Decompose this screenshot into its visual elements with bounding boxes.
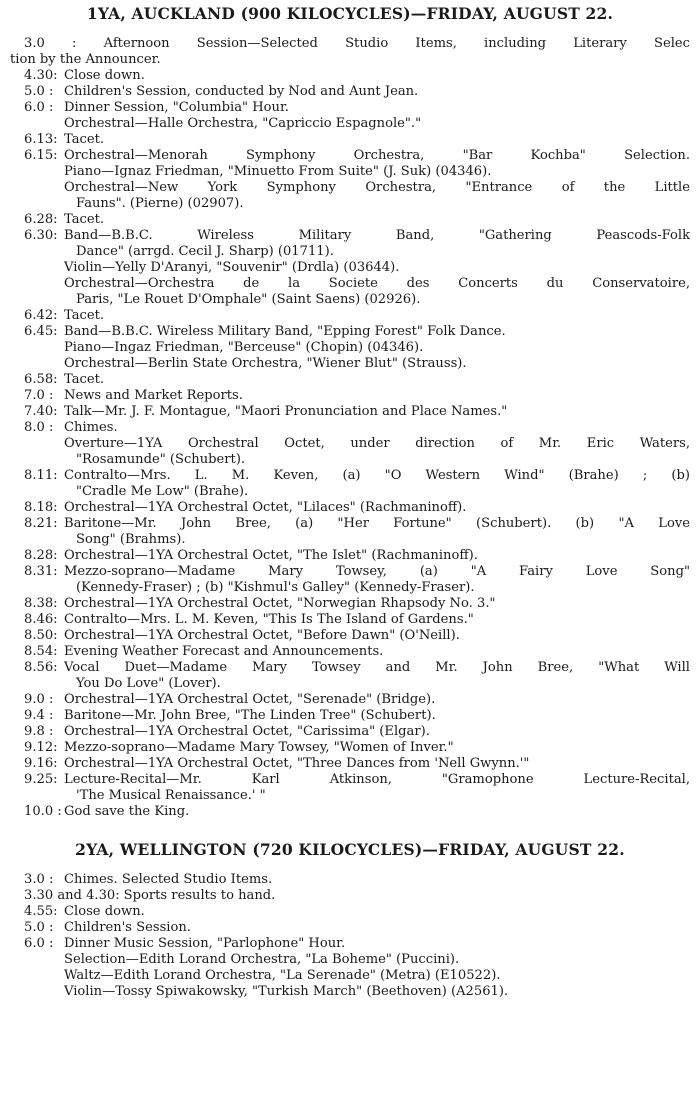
entry-text-line: Overture—1YA Orchestral Octet, under direction of Mr. Eric Waters, bbox=[64, 436, 690, 451]
entry-time: 6.15: bbox=[24, 148, 58, 163]
schedule-entry bbox=[10, 548, 690, 564]
schedule-entry bbox=[10, 324, 690, 372]
schedule-entry bbox=[10, 904, 690, 920]
entry-body bbox=[64, 404, 690, 420]
entry-text-line: 'The Musical Renaissance.' " bbox=[76, 788, 266, 803]
entry-text-line: Tacet. bbox=[64, 372, 105, 387]
entry-time: 8.56: bbox=[24, 660, 58, 675]
entry-text-line: Children's Session. bbox=[64, 920, 191, 935]
entry-text-line: Dinner Music Session, "Parlophone" Hour. bbox=[64, 936, 346, 951]
schedule-entry bbox=[10, 888, 690, 904]
entry-body bbox=[64, 612, 690, 628]
entry-time: 9.16: bbox=[24, 756, 58, 771]
entry-time: 6.45: bbox=[24, 324, 58, 339]
entry-time: 9.25: bbox=[24, 772, 58, 787]
schedule-entry bbox=[10, 628, 690, 644]
entry-text-line: Orchestral—Halle Orchestra, "Capriccio Espagnole"." bbox=[64, 116, 422, 131]
entry-text-line: Tacet. bbox=[64, 132, 105, 147]
entry-text-line: Close down. bbox=[64, 68, 145, 83]
entry-text-line: Song" (Brahms). bbox=[76, 532, 186, 547]
schedule-entry bbox=[10, 740, 690, 756]
entry-text-line: Mezzo-soprano—Madame Mary Towsey, "Women of Inver." bbox=[64, 740, 454, 755]
entry-text-line: Orchestral—1YA Orchestral Octet, "Before Dawn" (O'Neill). bbox=[64, 628, 460, 643]
schedule-entry bbox=[10, 516, 690, 548]
entry-body bbox=[64, 468, 690, 500]
entry-body bbox=[64, 564, 690, 596]
entry-time: 3.30 and 4.30: bbox=[24, 888, 120, 903]
entry-time: 4.55: bbox=[24, 904, 58, 919]
entry-body bbox=[64, 132, 690, 148]
entry-body bbox=[64, 644, 690, 660]
station-1ya-heading: 1YA, AUCKLAND (900 KILOCYCLES)—FRIDAY, AUGUST 22. bbox=[86, 4, 614, 23]
entry-time: 8.38: bbox=[24, 596, 58, 611]
entry-text-line: Mezzo-soprano—Madame Mary Towsey, (a) "A Fairy Love Song" bbox=[64, 564, 690, 579]
entry-body bbox=[64, 100, 690, 132]
entry-text-line: Baritone—Mr. John Bree, "The Linden Tree" (Schubert). bbox=[64, 708, 436, 723]
entry-body bbox=[64, 516, 690, 548]
entry-text-line: Orchestral—1YA Orchestral Octet, "The Islet" (Rachmaninoff). bbox=[64, 548, 478, 563]
entry-body bbox=[64, 708, 690, 724]
entry-time: 6.58: bbox=[24, 372, 58, 387]
schedule-entry bbox=[10, 132, 690, 148]
schedule-entry bbox=[10, 148, 690, 212]
schedule-entry bbox=[10, 68, 690, 84]
entry-text-line: Vocal Duet—Madame Mary Towsey and Mr. John Bree, "What Will bbox=[64, 660, 690, 675]
entry-text-line: Orchestral—1YA Orchestral Octet, "Lilaces" (Rachmaninoff). bbox=[64, 500, 467, 515]
entry-text-line: You Do Love" (Lover). bbox=[76, 676, 221, 691]
entry-body bbox=[64, 596, 690, 612]
schedule-entry bbox=[10, 372, 690, 388]
entry-body bbox=[64, 500, 690, 516]
entry-text-line: Fauns". (Pierne) (02907). bbox=[76, 196, 244, 211]
schedule-entry bbox=[10, 596, 690, 612]
entry-body bbox=[64, 324, 690, 372]
schedule-entry bbox=[10, 468, 690, 500]
entry-body bbox=[64, 660, 690, 692]
entry-time: 7.0 : bbox=[24, 388, 54, 403]
entry-time: 6.28: bbox=[24, 212, 58, 227]
entry-1ya-3-0 bbox=[10, 36, 690, 68]
schedule-entry bbox=[10, 920, 690, 936]
entry-time: 9.12: bbox=[24, 740, 58, 755]
schedule-entry bbox=[10, 388, 690, 404]
entry-body bbox=[64, 628, 690, 644]
entry-text-line: Piano—Ignaz Friedman, "Minuetto From Suite" (J. Suk) (04346). bbox=[64, 164, 492, 179]
schedule-entry bbox=[10, 756, 690, 772]
schedule-entry bbox=[10, 612, 690, 628]
entry-text-line: Chimes. bbox=[64, 420, 118, 435]
entry-text-line: God save the King. bbox=[64, 804, 190, 819]
schedule-entry bbox=[10, 872, 690, 888]
entry-text-line: Violin—Yelly D'Aranyi, "Souvenir" (Drdla) (03644). bbox=[64, 260, 400, 275]
entry-body bbox=[64, 548, 690, 564]
schedule-entry bbox=[10, 212, 690, 228]
entry-time: 7.40: bbox=[24, 404, 58, 419]
schedule-entry bbox=[10, 100, 690, 132]
entry-text-line: Band—B.B.C. Wireless Military Band, "Gathering Peascods-Folk bbox=[64, 228, 690, 243]
entry-text-line: Lecture-Recital—Mr. Karl Atkinson, "Gramophone Lecture-Recital, bbox=[64, 772, 690, 787]
schedule-entry bbox=[10, 804, 690, 820]
entry-text-line: Violin—Tossy Spiwakowsky, "Turkish March" (Beethoven) (A2561). bbox=[64, 984, 509, 999]
entry-time: 8.28: bbox=[24, 548, 58, 563]
entry-body bbox=[64, 308, 690, 324]
entry-text-line: Orchestral—1YA Orchestral Octet, "Norwegian Rhapsody No. 3." bbox=[64, 596, 496, 611]
entry-body bbox=[64, 692, 690, 708]
entry-text-line: Close down. bbox=[64, 904, 145, 919]
schedule-entry bbox=[10, 564, 690, 596]
entry-time: 9.0 : bbox=[24, 692, 54, 707]
entry-text-line: "Cradle Me Low" (Brahe). bbox=[76, 484, 249, 499]
entry-body bbox=[64, 740, 690, 756]
entry-time: 10.0 : bbox=[24, 804, 62, 819]
entry-body bbox=[64, 872, 690, 888]
entry-body bbox=[64, 68, 690, 84]
entry-text-line: Chimes. Selected Studio Items. bbox=[64, 872, 273, 887]
entry-body bbox=[64, 772, 690, 804]
schedule-entry bbox=[10, 84, 690, 100]
entry-text-line: Sports results to hand. bbox=[123, 888, 276, 903]
entry-time: 5.0 : bbox=[24, 84, 54, 99]
entry-text-line: Waltz—Edith Lorand Orchestra, "La Serenade" (Metra) (E10522). bbox=[64, 968, 501, 983]
entry-time: 9.4 : bbox=[24, 708, 54, 723]
entry-text-line: Orchestral—Berlin State Orchestra, "Wiener Blut" (Strauss). bbox=[64, 356, 467, 371]
entry-time: 8.21: bbox=[24, 516, 58, 531]
entry-time: 6.0 : bbox=[24, 100, 54, 115]
entry-text-line: Orchestral—Orchestra de la Societe des Concerts du Conservatoire, bbox=[64, 276, 690, 291]
entry-body bbox=[64, 804, 690, 820]
entry-body bbox=[64, 388, 690, 404]
schedule-entry bbox=[10, 936, 690, 1000]
entry-body bbox=[64, 228, 690, 308]
entry-text-line: "Rosamunde" (Schubert). bbox=[76, 452, 246, 467]
schedule-entry bbox=[10, 660, 690, 692]
entry-time: 5.0 : bbox=[24, 920, 54, 935]
entry-text-line: Piano—Ingaz Friedman, "Berceuse" (Chopin) (04346). bbox=[64, 340, 424, 355]
entry-body bbox=[64, 372, 690, 388]
entry-text-line: Contralto—Mrs. L. M. Keven, "This Is The Island of Gardens." bbox=[64, 612, 474, 627]
entry-body bbox=[64, 148, 690, 212]
entry-time: 6.13: bbox=[24, 132, 58, 147]
entry-time: 8.0 : bbox=[24, 420, 54, 435]
entry-time: 4.30: bbox=[24, 68, 58, 83]
entry-body bbox=[64, 936, 690, 1000]
entry-text-line: Baritone—Mr. John Bree, (a) "Her Fortune" (Schubert). (b) "A Love bbox=[64, 516, 690, 531]
entry-text-line: Orchestral—1YA Orchestral Octet, "Serenade" (Bridge). bbox=[64, 692, 436, 707]
entry-text-line: Orchestral—1YA Orchestral Octet, "Carissima" (Elgar). bbox=[64, 724, 430, 739]
entry-body bbox=[64, 756, 690, 772]
entry-body bbox=[124, 888, 690, 904]
entry-text-line: tion by the Announcer. bbox=[10, 52, 161, 67]
entry-time: 8.11: bbox=[24, 468, 58, 483]
entry-body bbox=[64, 212, 690, 228]
entry-text-line: Selection—Edith Lorand Orchestra, "La Boheme" (Puccini). bbox=[64, 952, 460, 967]
entry-time: 6.30: bbox=[24, 228, 58, 243]
entry-time: 8.31: bbox=[24, 564, 58, 579]
entry-time: 8.54: bbox=[24, 644, 58, 659]
station-1ya-schedule bbox=[10, 68, 690, 820]
entry-time: 8.50: bbox=[24, 628, 58, 643]
entry-time: 8.18: bbox=[24, 500, 58, 515]
entry-text-line: Band—B.B.C. Wireless Military Band, "Epping Forest" Folk Dance. bbox=[64, 324, 506, 339]
entry-body bbox=[64, 84, 690, 100]
entry-text-line: Orchestral—Menorah Symphony Orchestra, "Bar Kochba" Selection. bbox=[64, 148, 690, 163]
entry-time: 9.8 : bbox=[24, 724, 54, 739]
station-2ya-schedule bbox=[10, 872, 690, 1000]
entry-time: 6.0 : bbox=[24, 936, 54, 951]
entry-text-line: (Kennedy-Fraser) ; (b) "Kishmul's Galley" (Kennedy-Fraser). bbox=[76, 580, 475, 595]
entry-body bbox=[64, 904, 690, 920]
schedule-entry bbox=[10, 772, 690, 804]
entry-text-line: Orchestral—New York Symphony Orchestra, "Entrance of the Little bbox=[64, 180, 690, 195]
entry-text-line: Children's Session, conducted by Nod and Aunt Jean. bbox=[64, 84, 419, 99]
schedule-entry bbox=[10, 500, 690, 516]
entry-body bbox=[64, 724, 690, 740]
entry-text-line: Orchestral—1YA Orchestral Octet, "Three Dances from 'Nell Gwynn.'" bbox=[64, 756, 530, 771]
entry-text-line: Contralto—Mrs. L. M. Keven, (a) "O Western Wind" (Brahe) ; (b) bbox=[64, 468, 690, 483]
schedule-entry bbox=[10, 724, 690, 740]
entry-time: 3.0 : bbox=[24, 872, 54, 887]
schedule-entry bbox=[10, 692, 690, 708]
entry-text-line: Dance" (arrgd. Cecil J. Sharp) (01711). bbox=[76, 244, 334, 259]
schedule-entry bbox=[10, 308, 690, 324]
schedule-entry bbox=[10, 420, 690, 468]
entry-time: 6.42: bbox=[24, 308, 58, 323]
schedule-entry bbox=[10, 404, 690, 420]
entry-body bbox=[64, 420, 690, 468]
entry-text-line: Talk—Mr. J. F. Montague, "Maori Pronunciation and Place Names." bbox=[64, 404, 508, 419]
entry-text-line: Dinner Session, "Columbia" Hour. bbox=[64, 100, 289, 115]
schedule-entry bbox=[10, 228, 690, 308]
entry-body bbox=[64, 920, 690, 936]
entry-text-line: Evening Weather Forecast and Announcements. bbox=[64, 644, 384, 659]
entry-text-line: Paris, "Le Rouet D'Omphale" (Saint Saens) (02926). bbox=[76, 292, 421, 307]
entry-text-line: Tacet. bbox=[64, 308, 105, 323]
station-2ya-heading: 2YA, WELLINGTON (720 KILOCYCLES)—FRIDAY, AUGUST 22. bbox=[75, 840, 625, 859]
schedule-entry bbox=[10, 708, 690, 724]
entry-text-line: News and Market Reports. bbox=[64, 388, 243, 403]
schedule-entry bbox=[10, 644, 690, 660]
entry-text-line: 3.0 : Afternoon Session—Selected Studio Items, including Literary Selec bbox=[24, 36, 690, 51]
entry-time: 8.46: bbox=[24, 612, 58, 627]
entry-text-line: Tacet. bbox=[64, 212, 105, 227]
